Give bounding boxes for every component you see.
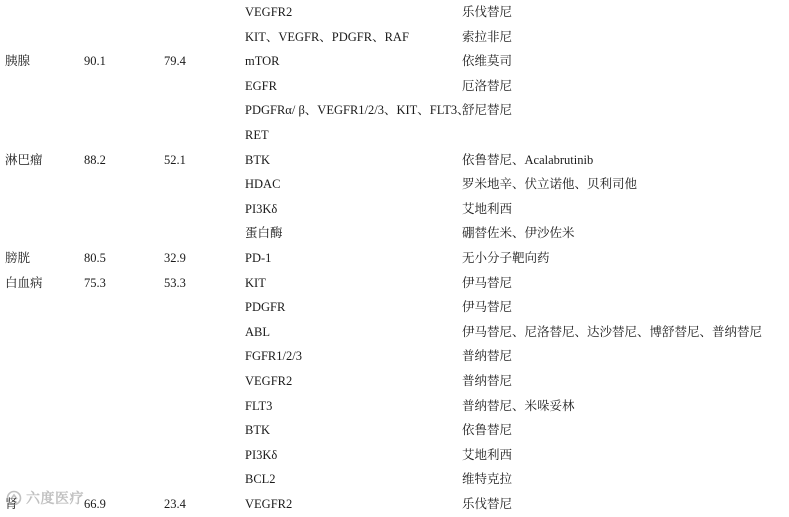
cancer-type-cell: 白血病: [5, 275, 43, 290]
table-row: [0, 172, 789, 197]
drug-cell: 罗米地辛、伏立诺他、贝利司他: [462, 177, 638, 192]
value-1-cell: 66.9: [84, 497, 106, 511]
target-cell: VEGFR2: [245, 497, 293, 511]
table-row: [0, 320, 789, 345]
drug-cell: 乐伐替尼: [462, 5, 513, 19]
drug-cell: 普纳替尼: [462, 349, 513, 364]
target-cell: ABL: [245, 324, 270, 339]
target-cell: PDGFRα/ β、VEGFR1/2/3、KIT、FLT3、: [245, 103, 470, 118]
table-row: [0, 98, 789, 123]
table-row: [0, 123, 789, 148]
drug-cell: 普纳替尼: [462, 374, 513, 388]
table-row: [0, 271, 789, 296]
drug-cell: 伊马替尼: [462, 300, 513, 315]
target-cell: VEGFR2: [245, 5, 293, 19]
table-row: [0, 246, 789, 271]
table-row: [0, 295, 789, 320]
cancer-type-cell: 膀胱: [5, 251, 31, 265]
cancer-type-cell: 淋巴瘤: [5, 152, 43, 167]
table-row: [0, 418, 789, 443]
target-cell: EGFR: [245, 78, 277, 93]
drug-cell: 依维莫司: [462, 54, 513, 69]
value-2-cell: 23.4: [164, 497, 186, 511]
target-cell: RET: [245, 128, 269, 142]
cancer-type-cell: 胰腺: [5, 54, 31, 69]
target-cell: PI3Kδ: [245, 201, 278, 216]
drug-cell: 舒尼替尼: [462, 103, 513, 118]
drug-cell: 硼替佐米、伊沙佐米: [462, 226, 575, 241]
target-cell: FLT3: [245, 398, 273, 413]
value-1-cell: 90.1: [84, 54, 106, 69]
table-row: [0, 394, 789, 419]
drug-cell: 厄洛替尼: [462, 78, 513, 93]
drug-cell: 艾地利西: [462, 201, 513, 216]
table-row: [0, 197, 789, 222]
table-row: [0, 49, 789, 74]
value-2-cell: 79.4: [164, 54, 186, 69]
value-2-cell: 52.1: [164, 152, 186, 167]
drug-cell: 普纳替尼、米哚妥林: [462, 398, 575, 413]
table-row: [0, 74, 789, 99]
value-1-cell: 80.5: [84, 251, 106, 265]
target-cell: KIT、VEGFR、PDGFR、RAF: [245, 29, 409, 44]
target-cell: 蛋白酶: [245, 226, 283, 241]
drug-cell: 维特克拉: [462, 472, 513, 487]
table-row: [0, 369, 789, 394]
value-2-cell: 53.3: [164, 275, 186, 290]
target-cell: VEGFR2: [245, 374, 293, 388]
value-2-cell: 32.9: [164, 251, 186, 265]
table-row: [0, 148, 789, 173]
target-cell: mTOR: [245, 54, 280, 69]
table-row: [0, 25, 789, 50]
drug-cell: 艾地利西: [462, 447, 513, 462]
target-cell: BTK: [245, 152, 270, 167]
drug-cell: 伊马替尼、尼洛替尼、达沙替尼、博舒替尼、普纳替尼: [462, 324, 763, 339]
target-cell: BTK: [245, 423, 270, 438]
drug-cell: 乐伐替尼: [462, 497, 513, 511]
target-cell: FGFR1/2/3: [245, 349, 302, 364]
drug-cell: 无小分子靶向药: [462, 251, 550, 265]
target-cell: KIT: [245, 275, 266, 290]
target-cell: PD-1: [245, 251, 272, 265]
drug-cell: 伊马替尼: [462, 275, 513, 290]
target-cell: PI3Kδ: [245, 447, 278, 462]
table-row: [0, 492, 789, 517]
drug-cell: 索拉非尼: [462, 29, 513, 44]
drug-cell: 依鲁替尼、Acalabrutinib: [462, 152, 594, 167]
target-cell: HDAC: [245, 177, 281, 192]
value-1-cell: 88.2: [84, 152, 106, 167]
target-cell: PDGFR: [245, 300, 286, 315]
table-row: [0, 221, 789, 246]
table-row: [0, 344, 789, 369]
cancer-type-cell: 肾: [5, 497, 18, 511]
table-row: [0, 467, 789, 492]
target-cell: BCL2: [245, 472, 276, 487]
watermark-text: 六度医疗: [26, 491, 84, 507]
table-row: [0, 0, 789, 25]
drug-cell: 依鲁替尼: [462, 423, 513, 438]
value-1-cell: 75.3: [84, 275, 106, 290]
table-row: [0, 443, 789, 468]
